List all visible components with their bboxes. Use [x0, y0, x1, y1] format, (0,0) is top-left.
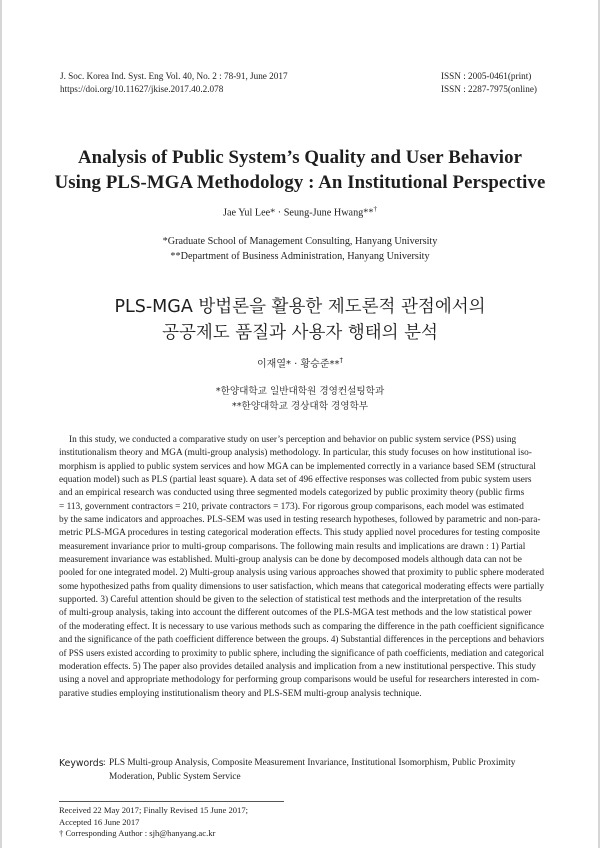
abstract-line: measurement invariance was established. Multi-group analysis can be done by decomposed models although data can not be — [59, 555, 522, 566]
affiliations — [40, 234, 560, 264]
title-line-1: Analysis of Public System’s Quality and User Behavior — [77, 147, 523, 168]
author-names: Jae Yul Lee* · Seung-June Hwang** — [223, 207, 374, 219]
korean-affiliations — [40, 384, 560, 414]
abstract-line: In this study, we conducted a comparative study on user’s perception and behavior on public system service (PSS) using — [69, 435, 517, 445]
abstract-line: and the significance of the path coefficient difference between the groups. 4) Substantial differences in the perceptions and behaviors — [59, 635, 544, 646]
title-line-2: Using PLS-MGA Methodology : An Institutional Perspective — [54, 172, 546, 193]
keywords-line-2: Moderation, Public System Service — [109, 771, 241, 782]
abstract-line: using a novel and appropriate methodology for performing group comparisons would be useful for researchers interested in com- — [59, 675, 540, 686]
keywords-label: Keywords — [59, 758, 104, 769]
abstract-line: some hypothesized paths from quality dimensions to user satisfaction, which means that categorical moderating effects were partially — [59, 581, 544, 592]
korean-title — [40, 294, 560, 346]
corresponding-author: † Corresponding Author : sjh@hanyang.ac.kr — [59, 828, 216, 839]
abstract-line: pooled for one integrated model. 2) Multi-group analysis using various approaches showed that proximity to public sphere moderated — [59, 568, 544, 579]
abstract-line: by the same indicators and approaches. PLS-SEM was used in testing research hypotheses, followed by parametric and non-para- — [59, 515, 541, 526]
keywords-text — [109, 757, 544, 784]
paper-title — [40, 145, 560, 195]
affiliation-2: **Department of Business Administration, Hanyang University — [170, 251, 430, 262]
abstract — [59, 434, 544, 701]
abstract-line: measurement invariance prior to multi-group comparisons. The following main results and implications are drawn : 1) Partial — [59, 541, 526, 552]
abstract-line: of PSS users existed according to proximity to public sphere, including the significance of path coefficients, mediation and categorical — [59, 648, 544, 659]
abstract-line: parative studies employing institutionalism theory and PLS-SEM multi-group analysis technique. — [59, 688, 422, 699]
korean-title-line-1: PLS-MGA 방법론을 활용한 제도론적 관점에서의 — [114, 297, 486, 317]
korean-affiliation-2: **한양대학교 경상대학 경영학부 — [231, 401, 369, 412]
abstract-line: = 113, government contractors = 210, private contractors = 173). For rigorous group comparisons, each model was estimated — [59, 501, 524, 512]
keywords-colon: : — [103, 758, 106, 768]
corresponding-mark: † — [373, 205, 377, 213]
received-date: Received 22 May 2017; Finally Revised 15 June 2017; — [59, 805, 249, 815]
abstract-line: institutionalism theory and MGA (multi-group analysis) methodology. In particular, this study focuses on how institutional iso- — [59, 448, 532, 459]
footnotes — [59, 805, 359, 840]
abstract-line: morphism is applied to public system services and how MGA can be implemented correctly in a variance based SEM (structural — [59, 461, 536, 472]
affiliation-1: *Graduate School of Management Consulting, Hanyang University — [162, 236, 438, 247]
doi-link[interactable]: https://doi.org/10.11627/jkise.2017.40.2.078 — [60, 84, 224, 94]
header-left — [60, 70, 380, 96]
abstract-line: of multi-group analysis, taking into account the different outcomes of the PLS-MGA test methods and the low statistical power — [59, 608, 532, 619]
abstract-line: and an empirical research was conducted using three segmented models categorized by public proximity theory (public firms — [59, 488, 525, 499]
accepted-date: Accepted 16 June 2017 — [59, 816, 140, 827]
abstract-line: metric PLS-MGA procedures in testing categorical moderation effects. This study applied novel procedures for testing composite — [59, 528, 540, 539]
footnote-divider — [59, 801, 284, 802]
korean-author-names: 이재열* · 황승준** — [257, 359, 340, 370]
abstract-line: moderation effects. 5) The paper also provides detailed analysis and implication from a new institutional perspective. This study — [59, 661, 536, 672]
abstract-line: of the moderating effect. It is necessary to use various methods such as comparing the difference in the path coefficient significance — [59, 621, 544, 632]
issn-online: ISSN : 2287-7975(online) — [441, 84, 537, 94]
journal-citation: J. Soc. Korea Ind. Syst. Eng Vol. 40, No. 2 : 78-91, June 2017 — [60, 71, 288, 81]
header-right — [441, 70, 561, 96]
korean-author-list — [40, 355, 560, 370]
korean-affiliation-1: *한양대학교 일반대학원 경영컨설팅학과 — [215, 386, 385, 397]
keywords-line-1: PLS Multi-group Analysis, Composite Measurement Invariance, Institutional Isomorphism, Public Proximity — [109, 758, 516, 768]
abstract-line: equation model) such as PLS (partial least square). A data set of 496 effective responses was collected from pubic system users — [59, 475, 532, 486]
author-list — [40, 205, 560, 218]
abstract-line: supported. 3) Careful attention should be given to the selection of statistical test methods and the interpretation of the results — [59, 595, 522, 606]
issn-print: ISSN : 2005-0461(print) — [441, 71, 532, 81]
korean-corresponding-mark: † — [339, 356, 343, 365]
korean-title-line-2: 공공제도 품질과 사용자 행태의 분석 — [162, 323, 438, 343]
